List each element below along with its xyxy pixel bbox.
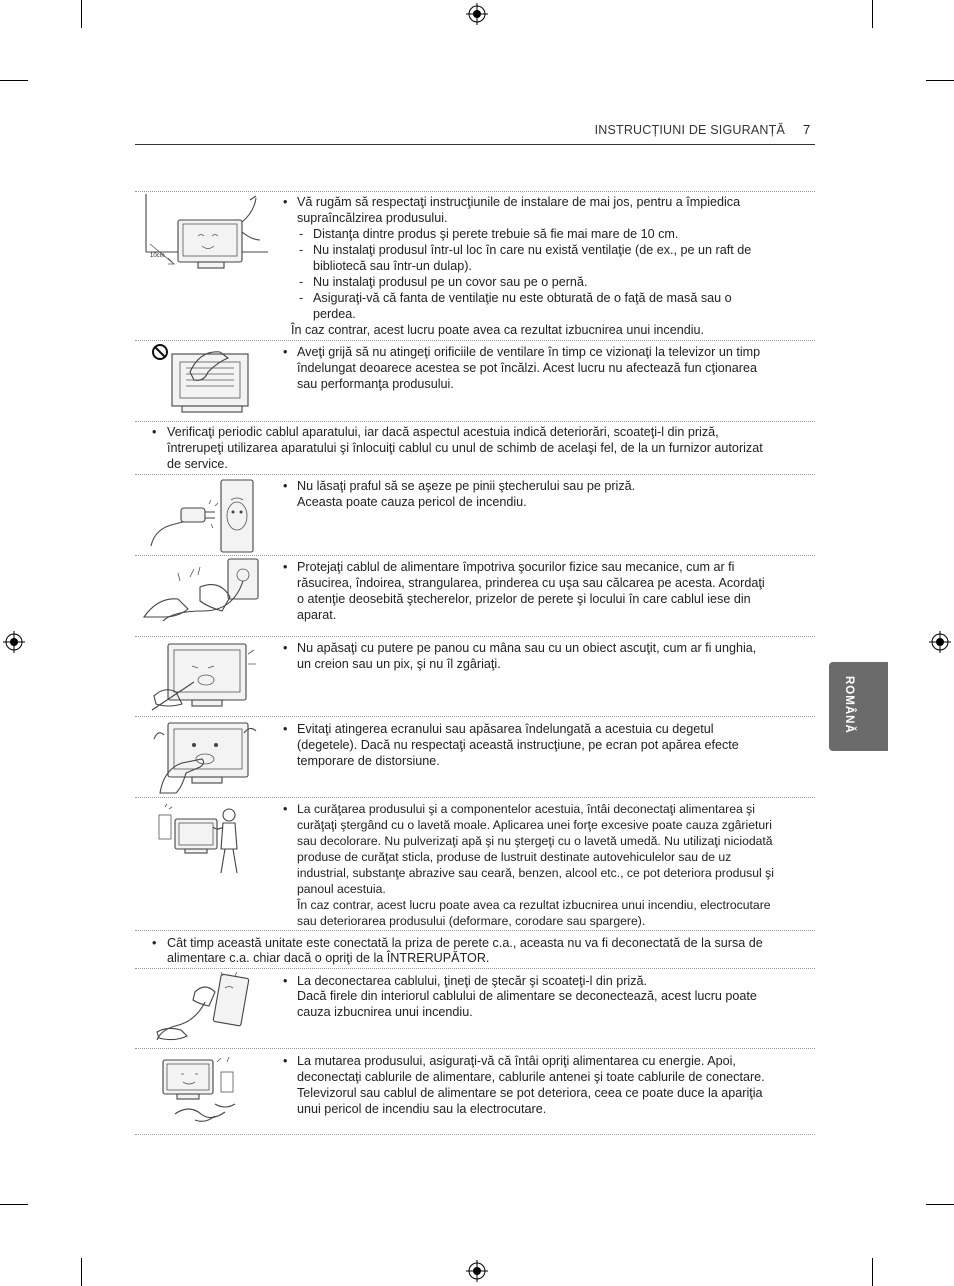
bullet: • — [283, 641, 288, 655]
tv-wall-distance-illustration — [138, 192, 268, 272]
crop-mark — [81, 0, 82, 28]
s1-bullet-line: Vă rugăm să respectaţi instrucţiunile de instalare de mai jos, pentru a împiedica — [297, 195, 741, 209]
page-number: 7 — [803, 122, 811, 137]
dusty-plug-illustration — [145, 476, 260, 554]
section-divider — [135, 555, 815, 556]
no-touch-vents-illustration — [150, 342, 275, 417]
page-header-title: INSTRUCȚIUNI DE SIGURANȚĂ — [594, 123, 785, 137]
s10-line: cauza izbucnirea unui incendiu. — [297, 1005, 473, 1019]
s4-line: Nu lăsaţi praful să se aşeze pe pinii ştecherului sau pe priză. — [297, 479, 636, 493]
move-tv-cables-illustration — [155, 1054, 250, 1128]
section-divider — [135, 797, 815, 798]
bullet: • — [283, 195, 288, 209]
s1-bullet-line: supraîncălzirea produsului. — [297, 211, 448, 225]
s5-line: Protejaţi cablul de alimentare împotriva şocurilor fizice sau mecanice, cum ar fi — [297, 560, 735, 574]
registration-mark-icon — [3, 631, 25, 653]
section-divider — [135, 930, 815, 931]
s2-line: Aveţi grijă să nu atingeţi orificiile de ventilare în timp ce vizionaţi la televizor un timp — [297, 345, 761, 359]
bullet: • — [152, 936, 157, 950]
bullet: • — [283, 560, 288, 574]
s1-dash-item: bibliotecă sau într-un dulap). — [313, 259, 472, 273]
s1-dash-item: perdea. — [313, 307, 356, 321]
section-divider — [135, 968, 815, 969]
s5-line: răsucirea, îndoirea, strangularea, prinderea cu uşa sau călcarea pe acesta. Acordaţi — [297, 576, 765, 590]
s10-line: Dacă firele din interiorul cablului de alimentare se deconectează, acest lucru poate — [297, 989, 757, 1003]
s8-line: La curăţarea produsului şi a componentelor acestuia, întâi deconectaţi alimentarea şi — [297, 802, 755, 816]
bullet: • — [283, 345, 288, 359]
finger-touch-screen-illustration — [150, 719, 260, 797]
s8-line: sau decolorare. Nu pulverizaţi apă şi nu ştergeţi cu o lavetă umedă. Nu utilizaţi niciodată — [297, 834, 773, 848]
language-tab — [829, 662, 888, 751]
s1-dash-item: Nu instalaţi produsul pe un covor sau pe o pernă. — [313, 275, 588, 289]
s8-line: panoul acestuia. — [297, 882, 386, 896]
s1-dash-item: Distanţa dintre produs şi perete trebuie să fie mai mare de 10 cm. — [313, 227, 679, 241]
bullet: • — [152, 425, 157, 439]
crop-mark — [872, 1258, 873, 1286]
dash: - — [299, 243, 304, 257]
s9-line: alimentare c.a. chiar dacă o opriţi de la ÎNTRERUPĂTOR. — [167, 951, 490, 965]
section-divider — [135, 421, 815, 422]
header-divider — [135, 144, 815, 145]
section-divider — [135, 1134, 815, 1135]
s4-line: Aceasta poate cauza pericol de incendiu. — [297, 495, 527, 509]
bullet: • — [283, 479, 288, 493]
s11-line: La mutarea produsului, asiguraţi-vă că întâi opriţi alimentarea cu energie. Apoi, — [297, 1054, 736, 1068]
s2-line: sau performanţa produsului. — [297, 377, 454, 391]
distance-label: 10cm — [150, 253, 165, 259]
dash: - — [299, 291, 304, 305]
s11-line: Televizorul sau cablul de alimentare se pot deteriora, ceea ce poate duce la apariţia — [297, 1086, 763, 1100]
s11-line: unui pericol de incendiu sau la electrocutare. — [297, 1102, 547, 1116]
s11-line: deconectaţi cablurile de alimentare, cablurile antenei şi toate cablurile de conectare. — [297, 1070, 765, 1084]
s9-line: Cât timp această unitate este conectată la priza de perete c.a., aceasta nu va fi deconectată de la sursa de — [167, 936, 763, 950]
cable-twist-illustration — [140, 557, 262, 635]
s5-line: o atenţie deosebită ştecherelor, prizelor de perete şi locului în care cablul iese din — [297, 592, 751, 606]
s10-line: La deconectarea cablului, ţineţi de ştecăr şi scoateţi-l din priză. — [297, 974, 648, 988]
s2-line: îndelungat deoarece acestea se pot încălzi. Acest lucru nu afectează fun cţionarea — [297, 361, 757, 375]
s1-note: În caz contrar, acest lucru poate avea ca rezultat izbucnirea unui incendiu. — [291, 323, 705, 337]
section-divider — [135, 716, 815, 717]
s6-line: Nu apăsaţi cu putere pe panou cu mâna sau cu un obiect ascuţit, cum ar fi unghia, — [297, 641, 757, 655]
s8-line: sau deteriorarea produsului (deformare, corodare sau spargere). — [297, 914, 646, 928]
dash: - — [299, 275, 304, 289]
s8-line: industrial, substanţe abrazive sau ceară, benzen, alcool etc., ce pot deteriora produsul şi — [297, 866, 774, 880]
crop-mark — [0, 1204, 28, 1205]
s8-line: curăţaţi ştergând cu o lavetă moale. Aplicarea unei forţe excesive poate cauza zgârieturi — [297, 818, 772, 832]
bullet: • — [283, 722, 288, 736]
language-tab-label: ROMÂNĂ — [843, 676, 855, 734]
bullet: • — [283, 974, 288, 988]
s7-line: Evitaţi atingerea ecranului sau apăsarea îndelungată a acestuia cu degetul — [297, 722, 714, 736]
s3-line: întrerupeţi utilizarea aparatului şi înlocuiţi cablul cu unul de schimb de acelaşi fel, de la un furnizor autorizat — [167, 441, 763, 455]
crop-mark — [872, 0, 873, 28]
s5-line: aparat. — [297, 608, 337, 622]
crop-mark — [926, 1204, 954, 1205]
s1-dash-item: Nu instalaţi produsul într-ul loc în care nu există ventilaţie (de ex., pe un raft de — [313, 243, 752, 257]
s1-dash-item: Asiguraţi-vă că fanta de ventilaţie nu este obturată de o faţă de masă sau o — [313, 291, 732, 305]
section-divider — [135, 636, 815, 637]
section-divider — [135, 1048, 815, 1049]
registration-mark-icon — [929, 631, 951, 653]
s8-line: În caz contrar, acest lucru poate avea ca rezultat izbucnirea unui incendiu, electrocutare — [297, 898, 771, 912]
bullet: • — [283, 1054, 288, 1068]
s6-line: un creion sau un pix, şi nu îl zgâriaţi. — [297, 657, 501, 671]
s3-line: Verificaţi periodic cablul aparatului, iar dacă aspectul acestuia indică deteriorări, scoateţi-l din priză, — [167, 425, 719, 439]
s7-line: (degetele). Dacă nu respectaţi această instrucţiune, pe ecran pot apărea efecte — [297, 738, 739, 752]
section-divider — [135, 474, 815, 475]
dash: - — [299, 227, 304, 241]
bullet: • — [283, 802, 288, 816]
section-divider — [135, 340, 815, 341]
pen-pressing-screen-illustration — [148, 640, 258, 714]
crop-mark — [926, 80, 954, 81]
cleaning-tv-illustration — [155, 803, 245, 877]
crop-mark — [81, 1258, 82, 1286]
registration-mark-icon — [466, 3, 488, 25]
s7-line: temporare de distorsiune. — [297, 754, 440, 768]
s8-line: produse de curăţat sticla, produse de lustruit destinate autovehiculelor sau de uz — [297, 850, 732, 864]
crop-mark — [0, 80, 28, 81]
s3-line: de service. — [167, 457, 228, 471]
registration-mark-icon — [466, 1260, 488, 1282]
unplug-cable-illustration — [155, 972, 250, 1046]
